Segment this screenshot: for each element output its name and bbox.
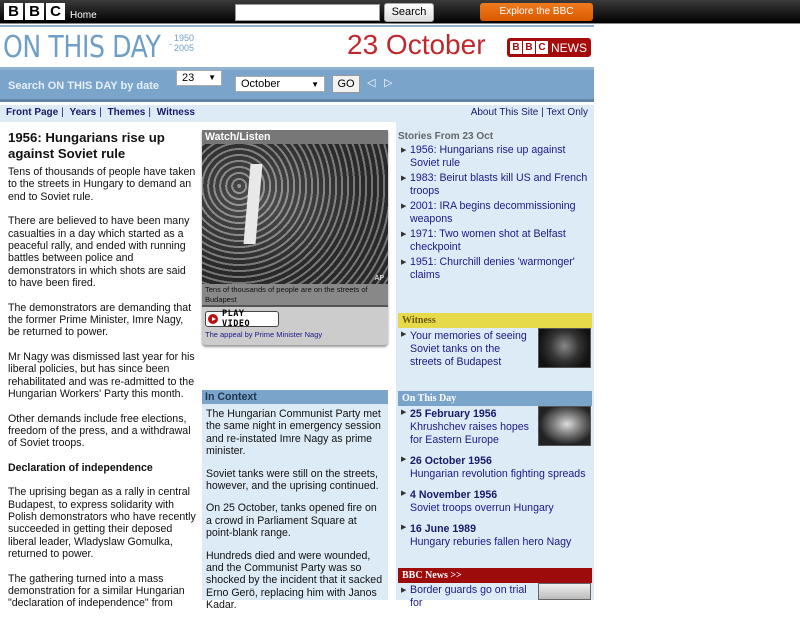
bbc-news-logo[interactable] — [507, 38, 591, 57]
nav-separator: | — [61, 107, 64, 118]
story-item[interactable] — [400, 256, 594, 282]
nav-years[interactable]: Years — [69, 107, 97, 118]
otd-title[interactable]: Hungary reburies fallen hero Nagy — [410, 536, 572, 548]
context-paragraph: The Hungarian Communist Party met the same night in emergency session and re-instated Imre Nagy as prime minister. — [206, 408, 381, 458]
search-input[interactable] — [235, 4, 380, 21]
article-paragraph: The gathering turned into a mass demonstration for a similar Hungarian "declaration of independence" from — [8, 572, 185, 610]
play-video-label: PLAY VIDEO — [221, 309, 251, 329]
news-logo-word: NEWS — [551, 40, 587, 55]
on-this-day-logo[interactable]: ON THIS DAY — [3, 30, 161, 65]
section-nav — [0, 105, 594, 122]
years-dash: - — [169, 39, 172, 49]
bbc-logo-letter: C — [46, 3, 65, 20]
nav-separator: | — [99, 107, 102, 118]
nav-front-page[interactable]: Front Page — [6, 107, 59, 118]
photo-caption: Tens of thousands of people are on the streets of Budapest — [202, 284, 388, 307]
story-item[interactable] — [400, 228, 594, 254]
nav-themes[interactable]: Themes — [107, 107, 146, 118]
article-paragraph: There are believed to have been many casualties in a day which started as a peaceful rally, and ended with running battles between police and demonstrators in which shots are said to have been fired. — [8, 215, 190, 290]
story-link[interactable]: 2001: IRA begins decommissioning weapons — [410, 200, 576, 225]
year-end: 2005 — [174, 43, 195, 53]
bbc-top-bar — [0, 0, 800, 24]
news-logo-letter: B — [510, 41, 522, 54]
in-context-header: In Context — [202, 390, 388, 404]
chevron-down-icon: ▼ — [208, 73, 216, 82]
story-link[interactable]: 1951: Churchill denies 'warmonger' claims — [410, 256, 575, 281]
play-video-button[interactable] — [205, 311, 279, 327]
bbc-logo[interactable] — [4, 3, 65, 20]
otd-item[interactable] — [400, 455, 594, 481]
story-link[interactable]: 1956: Hungarians rise up against Soviet rule — [410, 144, 566, 169]
watch-listen-header: Watch/Listen — [202, 130, 388, 144]
bullet-arrow-icon: ▶ — [401, 231, 407, 238]
prev-day-arrow-icon[interactable]: ◁ — [367, 77, 376, 89]
day-value: 23 — [182, 72, 195, 84]
search-button[interactable]: Search — [384, 3, 434, 22]
news-link[interactable]: Border guards go on trial for — [410, 584, 527, 609]
article-headline: 1956: Hungarians rise up against Soviet rule — [8, 130, 165, 161]
story-item[interactable] — [400, 144, 594, 170]
article-paragraph: Mr Nagy was dismissed last year for his liberal policies, but has since been rehabilitated and was re-admitted to the Hungarian Workers' Party this month. — [8, 350, 195, 401]
page-date-title: 23 October — [347, 29, 486, 60]
nav-right — [471, 107, 588, 118]
nav-about-this-site[interactable]: About This Site — [470, 107, 539, 118]
bbc-logo-letter: B — [25, 3, 44, 20]
story-link[interactable]: 1971: Two women shot at Belfast checkpoint — [410, 228, 566, 253]
article-subheading: Declaration of independence — [8, 461, 153, 474]
main-article — [8, 130, 196, 622]
watch-listen-box — [202, 130, 388, 345]
bullet-arrow-icon: ▶ — [401, 587, 407, 594]
witness-header: Witness — [398, 313, 592, 328]
bullet-arrow-icon: ▶ — [401, 456, 407, 463]
month-value: October — [241, 78, 281, 90]
chevron-down-icon: ▼ — [311, 80, 319, 89]
nav-text-only[interactable]: Text Only — [546, 107, 588, 118]
article-paragraph: The uprising began as a rally in central Budapest, to express solidarity with Polish demonstrators who have recently succeeded in getting their deposed liberal leader, Wladyslaw Gomulka, returned to power. — [8, 486, 196, 561]
otd-date[interactable]: 26 October 1956 — [410, 455, 492, 467]
bbc-logo-letter: B — [4, 3, 23, 20]
context-paragraph: Soviet tanks were still on the streets, however, and the uprising continued. — [206, 467, 379, 493]
news-item[interactable] — [400, 584, 534, 610]
otd-item[interactable] — [400, 523, 594, 549]
nagy-appeal-link[interactable]: The appeal by Prime Minister Nagy — [205, 330, 323, 339]
article-paragraph: Other demands include free elections, freedom of the press, and a withdrawal of Soviet troops. — [8, 412, 191, 450]
otd-item[interactable] — [400, 489, 594, 515]
in-context-body — [202, 404, 388, 612]
bullet-arrow-icon: ▶ — [401, 203, 407, 210]
story-item[interactable] — [400, 172, 594, 198]
on-this-day-header: On This Day — [398, 391, 592, 406]
article-paragraph: Tens of thousands of people have taken to the streets in Hungary to demand an end to Soviet rule. — [8, 166, 196, 203]
nav-witness[interactable]: Witness — [156, 107, 195, 118]
story-item[interactable] — [400, 200, 594, 226]
stories-title: Stories From 23 Oct — [398, 131, 494, 142]
bbc-news-header[interactable]: BBC News >> — [398, 568, 592, 583]
bullet-arrow-icon: ▶ — [401, 147, 407, 154]
date-search-label: Search ON THIS DAY by date — [8, 80, 159, 92]
nav-separator: | — [541, 107, 547, 118]
news-logo-letter: C — [536, 41, 548, 54]
witness-thumbnail[interactable] — [538, 328, 591, 368]
day-select[interactable] — [176, 70, 222, 86]
stories-list — [400, 144, 594, 284]
bullet-arrow-icon: ▶ — [401, 259, 407, 266]
witness-item[interactable] — [400, 330, 530, 369]
context-paragraph: Hundreds died and were wounded, and the Communist Party was so shocked by the incident that it sacked Erno Gerö, replacing him with Janos Kadar. — [206, 549, 383, 612]
story-link[interactable]: 1983: Beirut blasts kill US and French troops — [410, 172, 588, 197]
budapest-crowd-photo — [202, 144, 388, 284]
otd-title[interactable]: Hungarian revolution fighting spreads — [410, 468, 586, 480]
crowd-texture — [202, 144, 388, 284]
year-start: 1950 — [174, 33, 195, 43]
bullet-arrow-icon: ▶ — [401, 331, 407, 338]
go-button[interactable]: GO — [332, 75, 360, 93]
nav-left — [6, 107, 195, 118]
otd-date[interactable]: 25 February 1956 — [410, 408, 497, 420]
bullet-arrow-icon: ▶ — [401, 409, 407, 416]
home-link[interactable]: Home — [70, 10, 97, 21]
otd-date[interactable]: 16 June 1989 — [410, 523, 476, 535]
khrushchev-thumbnail[interactable] — [538, 406, 591, 446]
news-thumbnail[interactable] — [538, 583, 591, 600]
otd-title[interactable]: Khrushchev raises hopes for Eastern Europe — [410, 421, 529, 446]
explore-bbc-button[interactable]: Explore the BBC — [480, 3, 593, 21]
bullet-arrow-icon: ▶ — [401, 175, 407, 182]
month-select[interactable] — [235, 76, 325, 92]
news-logo-letter: B — [523, 41, 535, 54]
on-this-day-banner — [0, 25, 594, 70]
in-context-box — [202, 390, 388, 612]
year-range — [174, 33, 194, 53]
date-search-bar — [0, 70, 594, 102]
photo-credit: AP — [374, 275, 384, 282]
next-day-arrow-icon[interactable]: ▷ — [384, 77, 393, 89]
otd-date[interactable]: 4 November 1956 — [410, 489, 498, 501]
play-icon — [208, 314, 218, 324]
otd-title[interactable]: Soviet troops overrun Hungary — [410, 502, 554, 514]
context-paragraph: On 25 October, tanks opened fire on a crowd in Parliament Square at point-blank range. — [206, 502, 377, 540]
bullet-arrow-icon: ▶ — [401, 490, 407, 497]
bullet-arrow-icon: ▶ — [401, 524, 407, 531]
witness-link[interactable]: Your memories of seeing Soviet tanks on the streets of Budapest — [410, 330, 527, 368]
article-paragraph: The demonstrators are demanding that the former Prime Minister, Imre Nagy, be returned to power. — [8, 301, 192, 339]
nav-separator: | — [148, 107, 151, 118]
